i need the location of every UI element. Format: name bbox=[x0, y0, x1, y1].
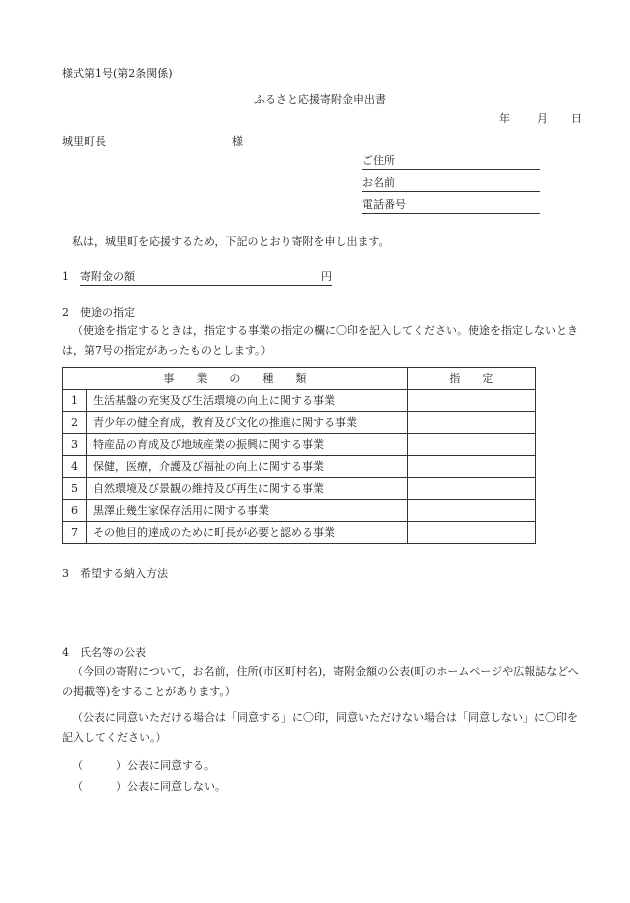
row-designation-cell[interactable] bbox=[407, 500, 535, 522]
row-number: 7 bbox=[63, 522, 87, 544]
row-project: 保健，医療，介護及び福祉の向上に関する事業 bbox=[86, 456, 407, 478]
option-agree[interactable]: （ ）公表に同意する。 bbox=[72, 759, 215, 772]
table-row bbox=[63, 412, 536, 434]
section2-note: （使途を指定するときは，指定する事業の指定の欄に〇印を記入してください。使途を指定しないときは，第7号の指定があったものとします。） bbox=[62, 324, 578, 357]
table-row bbox=[63, 434, 536, 456]
section2-number: 2 bbox=[62, 306, 69, 319]
row-number: 4 bbox=[63, 456, 87, 478]
usage-table bbox=[62, 367, 536, 544]
row-designation-cell[interactable] bbox=[407, 434, 535, 456]
addressee-honorific: 様 bbox=[232, 135, 243, 148]
row-project: 青少年の健全育成，教育及び文化の推進に関する事業 bbox=[86, 412, 407, 434]
donation-amount-unit: 円 bbox=[321, 270, 332, 283]
row-project: 黒澤止幾生家保存活用に関する事業 bbox=[86, 500, 407, 522]
row-designation-cell[interactable] bbox=[407, 412, 535, 434]
row-number: 5 bbox=[63, 478, 87, 500]
intro-text: 私は，城里町を応援するため，下記のとおり寄附を申し出ます。 bbox=[72, 235, 390, 248]
address-line[interactable] bbox=[362, 169, 540, 170]
row-designation-cell[interactable] bbox=[407, 456, 535, 478]
row-designation-cell[interactable] bbox=[407, 478, 535, 500]
row-number: 6 bbox=[63, 500, 87, 522]
table-row bbox=[63, 456, 536, 478]
section4-note-2: （公表に同意いただける場合は「同意する」に〇印，同意いただけない場合は「同意しない」に〇印を記入してください。） bbox=[62, 711, 578, 744]
section3-heading: 希望する納入方法 bbox=[80, 567, 168, 580]
usage-table-header bbox=[63, 368, 536, 390]
section3-number: 3 bbox=[62, 567, 69, 580]
section2-heading: 使途の指定 bbox=[80, 306, 135, 319]
date-day-label: 日 bbox=[571, 112, 582, 125]
addressee-name: 城里町長 bbox=[62, 135, 106, 148]
phone-line[interactable] bbox=[362, 213, 540, 214]
header-designation: 指 定 bbox=[407, 368, 535, 390]
row-designation-cell[interactable] bbox=[407, 522, 535, 544]
row-number: 2 bbox=[63, 412, 87, 434]
row-project: 生活基盤の充実及び生活環境の向上に関する事業 bbox=[86, 390, 407, 412]
donation-amount-line[interactable] bbox=[80, 285, 332, 286]
table-row bbox=[63, 390, 536, 412]
row-number: 1 bbox=[63, 390, 87, 412]
section4-number: 4 bbox=[62, 646, 69, 659]
row-number: 3 bbox=[63, 434, 87, 456]
section1-number: 1 bbox=[62, 270, 69, 283]
address-label: ご住所 bbox=[362, 154, 395, 167]
section4-heading: 氏名等の公表 bbox=[80, 646, 146, 659]
table-row bbox=[63, 500, 536, 522]
row-project: 特産品の育成及び地域産業の振興に関する事業 bbox=[86, 434, 407, 456]
name-label: お名前 bbox=[362, 176, 395, 189]
row-project: 自然環境及び景観の維持及び再生に関する事業 bbox=[86, 478, 407, 500]
form-number: 様式第1号(第2条関係) bbox=[62, 67, 173, 80]
donation-amount-label: 寄附金の額 bbox=[80, 270, 135, 283]
table-row bbox=[63, 522, 536, 544]
header-project-type: 事 業 の 種 類 bbox=[63, 368, 408, 390]
document-title: ふるさと応援寄附金申出書 bbox=[254, 93, 386, 106]
phone-label: 電話番号 bbox=[362, 198, 406, 211]
date-year-label: 年 bbox=[499, 112, 510, 125]
row-project: その他目的達成のために町長が必要と認める事業 bbox=[86, 522, 407, 544]
row-designation-cell[interactable] bbox=[407, 390, 535, 412]
name-line[interactable] bbox=[362, 191, 540, 192]
option-disagree[interactable]: （ ）公表に同意しない。 bbox=[72, 780, 226, 793]
table-row bbox=[63, 478, 536, 500]
section4-note-1: （今回の寄附について，お名前，住所(市区町村名)，寄附金額の公表(町のホームページや広報誌などへの掲載等)をすることがあります。） bbox=[62, 665, 579, 698]
date-month-label: 月 bbox=[537, 112, 548, 125]
